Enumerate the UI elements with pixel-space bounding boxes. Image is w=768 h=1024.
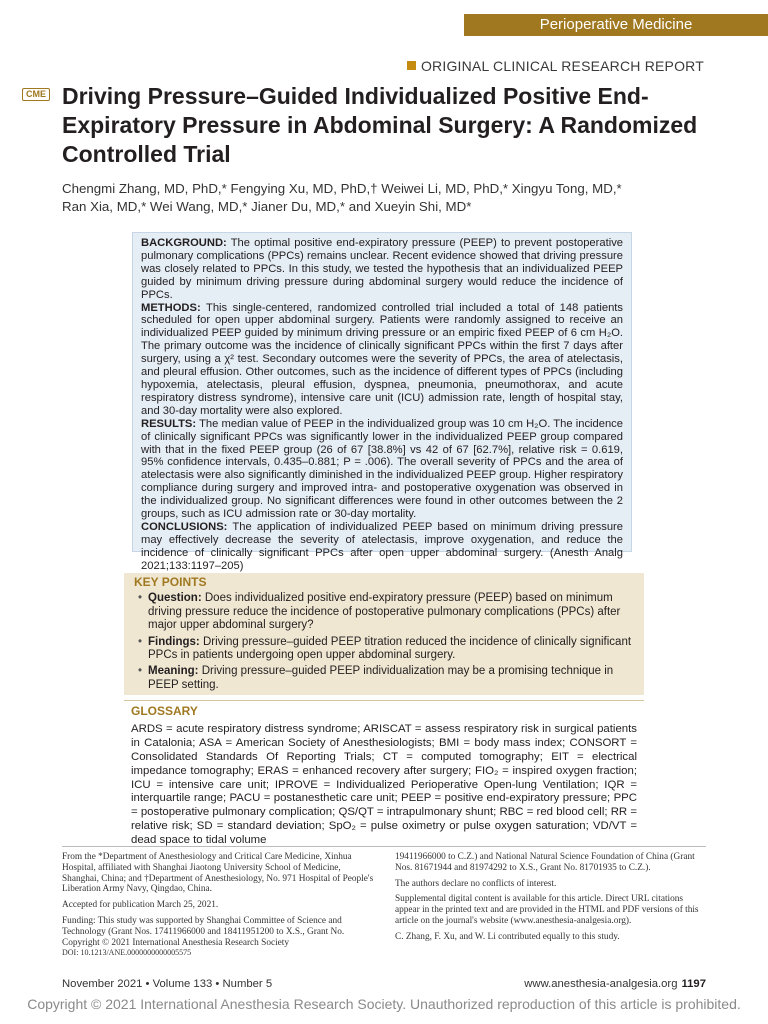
methods-label: METHODS: (141, 301, 201, 314)
equal-contribution-note: C. Zhang, F. Xu, and W. Li contributed equally to this study. (395, 931, 620, 942)
background-label: BACKGROUND: (141, 237, 227, 249)
footnotes-right-column (395, 852, 706, 948)
journal-website-link[interactable]: www.anesthesia-analgesia.org (524, 978, 678, 990)
conclusions-text: The application of individualized PEEP based on minimum driving pressure may effectively decrease the severity of atelectasis, improve oxygenation, and reduce the incidence of clinically significant PPCs after open upper abdominal surgery. (Anesth Analg 2021;133:1197–205) (141, 520, 624, 572)
key-point-text: Driving pressure–guided PEEP titration reduced the incidence of clinically significant PPCs in patients undergoing open upper abdominal surgery. (148, 635, 632, 662)
author-list (62, 180, 702, 216)
abstract-results (141, 418, 623, 521)
key-point-label: Meaning: (148, 665, 199, 678)
abstract-background (141, 237, 623, 302)
key-point-label: Findings: (148, 635, 200, 648)
key-point-text: Driving pressure–guided PEEP individualization may be a promising technique in PEEP setting. (148, 665, 614, 691)
footnotes-left-column (62, 852, 376, 964)
section-banner: Perioperative Medicine (464, 14, 768, 36)
key-point-text: Does individualized positive end-expiratory pressure (PEEP) based on minimum driving pressure reduce the incidence of postoperative pulmonary complications (PPCs) after major upper abdominal surgery? (148, 592, 621, 632)
key-points-box (124, 573, 644, 695)
glossary-text: ARDS = acute respiratory distress syndrome; ARISCAT = assess respiratory risk in surgical patients in Catalonia; ASA = American Society of Anesthesiologists; BMI = body mass index; CONSORT = Consolidated Standards Of Reporting Trials; CT = computed tomography; EIT = electrical impedance tomography; ERAS = enhanced recovery after surgery; FIO₂ = inspired oxygen fraction; ICU = intensive care unit; IPROVE = Individualized Perioperative Open-lung Ventilation; IQR = interquartile range; PACU = postanesthetic care unit; PEEP = positive end-expiratory pressure; PPC = postoperative pulmonary complication; QS/QT = intrapulmonary shunt; RBC = red blood cell; RR = relative risk; SD = standard deviation; SpO₂ = pulse oximetry or pulse oxygen saturation; VD/VT = dead space to tidal volume (131, 722, 637, 847)
key-point-item (148, 636, 634, 663)
copyright-note: Copyright © 2021 International Anesthesia Research Society (62, 937, 290, 948)
background-text: The optimal positive end-expiratory pressure (PEEP) to prevent postoperative pulmonary complications (PPCs) remains unclear. Recent evidence showed that driving pressure was closely related to PPCs. In this study, we tested the hypothesis that an individualized PEEP guided by minimum driving pressure during abdominal surgery would reduce the incidence of PPCs. (141, 237, 624, 301)
abstract-box (132, 232, 632, 572)
key-points-list (134, 592, 634, 692)
glossary-heading: GLOSSARY (131, 704, 198, 718)
footer-right (524, 978, 706, 990)
methods-text: This single-centered, randomized controlled trial included a total of 148 patients scheduled for open upper abdominal surgery. Patients were randomly assigned to receive an individualized PEEP guided by minimum driving pressure or an empiric fixed PEEP of 6 cm H₂O. The primary outcome was the incidence of clinically significant PPCs within the first 7 days after surgery, using a χ² test. Secondary outcomes were the severity of PPCs, the area of atelectasis, and pleural effusion. Other outcomes, such as the incidence of different types of PPCs (including hypoxemia, atelectasis, pleural effusion, dyspnea, pneumonia, pneumothorax, and acute respiratory distress syndrome), intensive care unit (ICU) admission rate, length of hospital stay, and 30-day mortality were also explored. (141, 301, 623, 417)
abstract-methods (141, 302, 623, 418)
doi-note[interactable]: DOI: 10.1213/ANE.0000000000005575 (62, 948, 192, 958)
conflicts-note: The authors declare no conflicts of interest. (395, 878, 557, 889)
results-label: RESULTS: (141, 417, 197, 430)
glossary-box (124, 700, 644, 852)
page-number: 1197 (681, 978, 706, 990)
square-bullet-icon (407, 61, 416, 70)
report-type-label (407, 58, 704, 74)
authors-line-1: Chengmi Zhang, MD, PhD,* Fengying Xu, MD, PhD,† Weiwei Li, MD, PhD,* Xingyu Tong, MD,* (62, 181, 622, 196)
supplemental-note: Supplemental digital content is available for this article. Direct URL citations appear in the printed text and are provided in the HTML and PDF versions of this article on the journal's website (www.anesthesia-analgesia.org). (395, 894, 699, 926)
article-title: Driving Pressure–Guided Individualized Positive End-Expiratory Pressure in Abdominal Surgery: A Randomized Controlled Trial (62, 83, 698, 167)
results-text: The median value of PEEP in the individualized group was 10 cm H₂O. The incidence of clinically significant PPCs was significantly lower in the individualized PEEP group compared with that in the fixed PEEP group (26 of 67 [38.8%] vs 42 of 67 [62.7%], relative risk = 0.619, 95% confidence intervals, 0.435–0.881; P = .006). The overall severity of PPCs and the area of atelectasis were also significantly diminished in the individualized PEEP group. Higher respiratory compliance during surgery and improved intra- and postoperative oxygenation was observed in the individualized group. No significant differences were found in other outcomes between the 2 groups, such as ICU admission rate or 30-day mortality. (141, 417, 623, 521)
footnote-divider (62, 846, 706, 847)
cme-badge[interactable]: CME (22, 88, 50, 101)
conclusions-label: CONCLUSIONS: (141, 520, 228, 533)
authors-line-2: Ran Xia, MD,* Wei Wang, MD,* Jianer Du, MD,* and Xueyin Shi, MD* (62, 199, 472, 214)
copyright-notice: Copyright © 2021 International Anesthesia Research Society. Unauthorized reproduction of this article is prohibited. (27, 996, 741, 1012)
key-point-item (148, 665, 634, 692)
funding-note: Funding: This study was supported by Shanghai Committee of Science and Technology (Grant Nos. 17411966000 and 18411951200 to X.S., Grant No. (62, 915, 345, 937)
abstract-conclusions (141, 521, 623, 573)
issue-info: November 2021 • Volume 133 • Number 5 (62, 978, 273, 990)
key-points-heading: KEY POINTS (134, 575, 207, 589)
affiliations-note: From the *Department of Anesthesiology and Critical Care Medicine, Xinhua Hospital, affiliated with Shanghai Jiaotong University School of Medicine, Shanghai, China; and †Department of Anesthesiology, No. 971 Hospital of People's Liberation Army Navy, Qingdao, China. (62, 852, 374, 895)
report-type-text: ORIGINAL CLINICAL RESEARCH REPORT (420, 58, 704, 74)
key-point-item (148, 592, 634, 632)
accepted-note: Accepted for publication March 25, 2021. (62, 900, 219, 911)
key-point-label: Question: (148, 592, 202, 605)
funding-continued-note: 19411966000 to C.Z.) and National Natural Science Foundation of China (Grant Nos. 81671944 and 81974292 to X.S., Grant No. 81701935 to C.Z.). (395, 852, 695, 873)
